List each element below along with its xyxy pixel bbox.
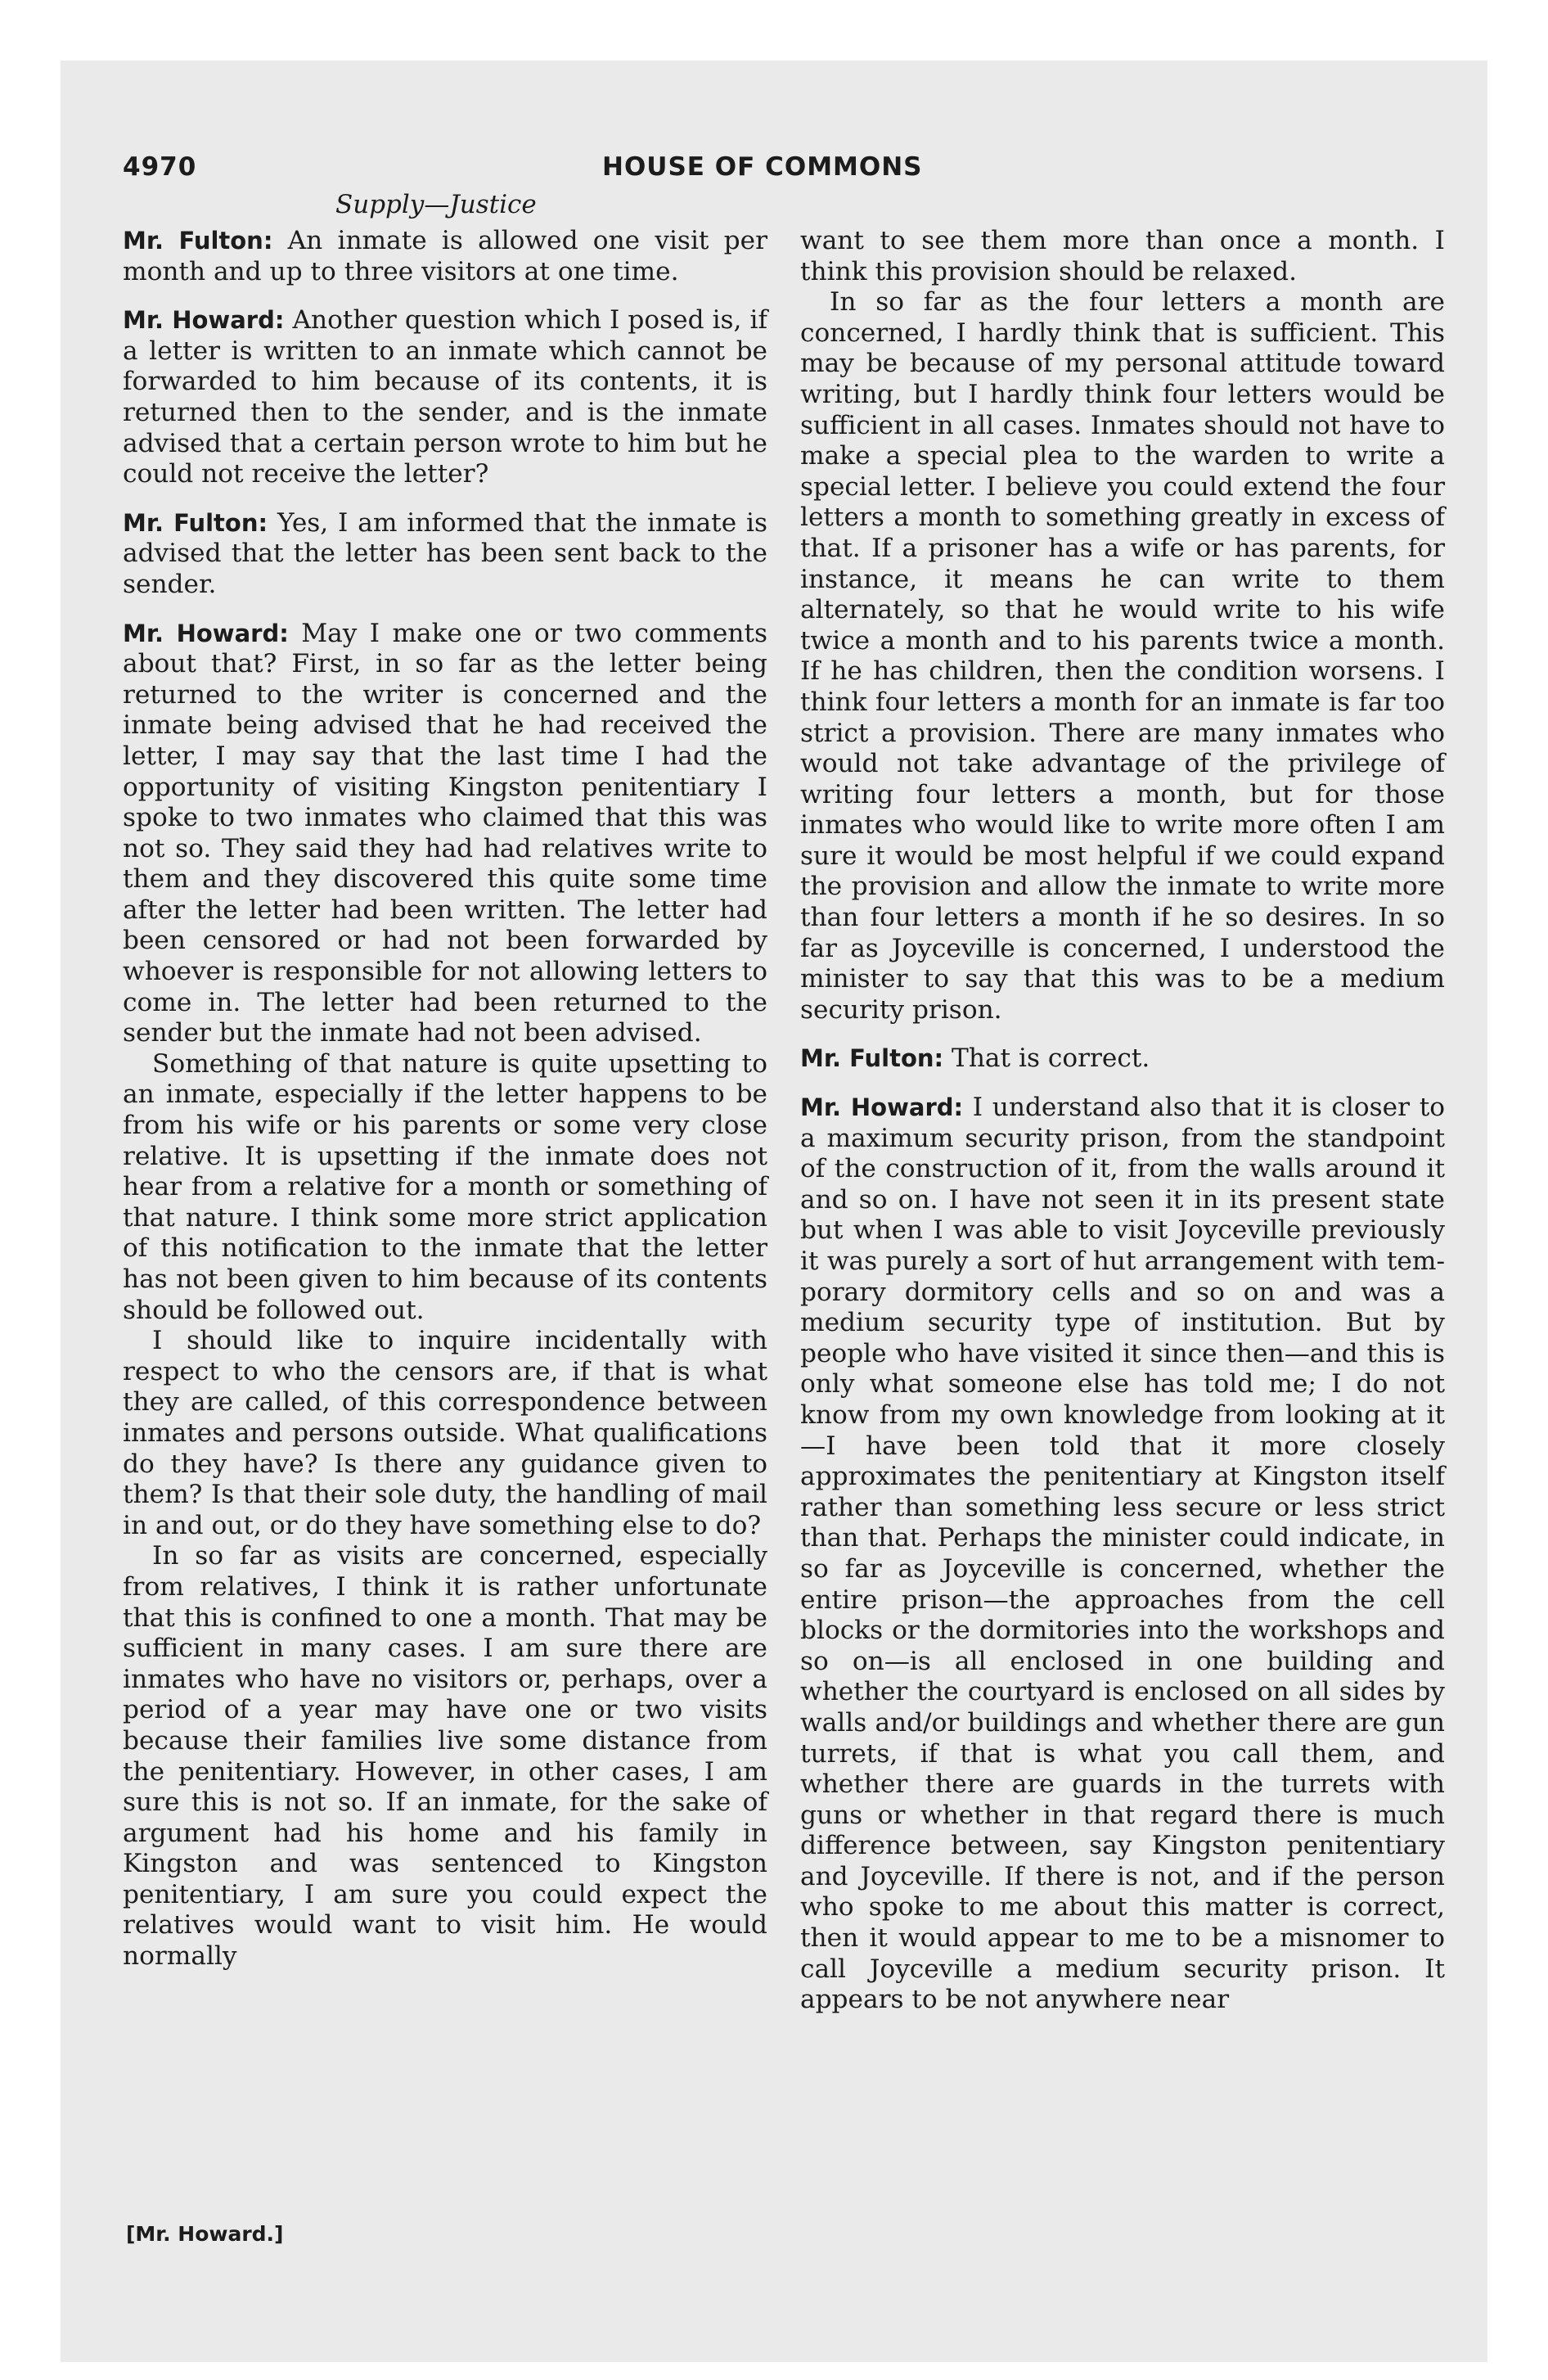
paragraph-text: I should like to inquire incidentally with respect to who the censors are, if that is what they are called, of this correspondence between inmates and persons outside. What qualifications do they have? Is there any guidance given to them? Is that their sole duty, the handling of mail in and out, or do they have something else to do? (123, 1326, 767, 1540)
paragraph (123, 619, 767, 1049)
paragraph (123, 305, 767, 490)
paragraph (123, 226, 767, 287)
paragraph (123, 1049, 767, 1326)
paragraph (800, 226, 1445, 287)
paragraph-text: Something of that nature is quite upsetting to an inmate, especially if the letter happens to be from his wife or his parents or some very close relative. It is upsetting if the inmate does not hear from a relative for a month or something of that nature. I think some more strict application of this notification to the inmate that the letter has not been given to him because of its contents should be followed out. (123, 1048, 767, 1325)
paragraph-text: May I make one or two comments about that? First, in so far as the letter being returned to the writer is concerned and the inmate being advised that he had received the letter, I may say that the last time I had the opportunity of visiting Kingston penitentiary I spoke to two inmates who claimed that this was not so. They said they had had relatives write to them and they discovered this quite some time after the letter had been written. The letter had been censored or had not been forwarded by whoever is responsible for not allowing letters to come in. The letter had been returned to the sender but the inmate had not been advised. (123, 618, 767, 1048)
paragraph-text: In so far as visits are concerned, especially from relatives, I think it is rather unfortunate that this is confined to one a month. That may be sufficient in many cases. I am sure there are inmates who have no visitors or, perhaps, over a period of a year may have one or two visits because their families live some distance from the penitentiary. However, in other cases, I am sure this is not so. If an inmate, for the sake of argument had his home and his family in Kingston and was sentenced to Kingston penitentiary, I am sure you could expect the relatives would want to visit him. He would normally (123, 1541, 767, 1972)
paragraph (123, 508, 767, 601)
paragraph (800, 287, 1445, 1025)
speaker-name: Mr. Howard: (123, 306, 285, 335)
paragraph-text: In so far as the four letters a month are concerned, I hardly think that is sufficient. This may be because of my personal attitude toward writing, but I hardly think four letters would be sufficient in all cases. Inmates should not have to make a special plea to the warden to write a special letter. I believe you could extend the four letters a month to something greatly in excess of that. If a prisoner has a wife or has parents, for instance, it means he can write to them alternately, so that he would write to his wife twice a month and to his parents twice a month. If he has children, then the condition worsens. I think four letters a month for an inmate is far too strict a provision. There are many inmates who would not take advantage of the privilege of writing four letters a month, but for those inmates who would like to write more often I am sure it would be most helpful if we could expand the provision and allow the inmate to write more than four letters a month if he so desires. In so far as Joyceville is concerned, I understood the minister to say that this was to be a medium security prison. (800, 287, 1445, 1025)
speaker-name: Mr. Fulton: (123, 227, 273, 255)
paragraph (800, 1093, 1445, 2016)
paragraph (123, 1541, 767, 1972)
paragraph (123, 1326, 767, 1541)
speaker-name: Mr. Howard: (800, 1093, 964, 1122)
paragraph-text: That is correct. (943, 1044, 1150, 1074)
paragraph-text: I understand also that it is closer to a maximum security prison, from the standpoint of the construction of it, from the walls around it and so on. I have not seen it in its present state but when I was able to visit Joyceville previously it was purely a sort of hut arrangement with temporary dormitory cells and so on and was a medium security type of institution. But by people who have visited it since then—and this is only what someone else has told me; I do not know from my own knowledge from looking at it—I have been told that it more closely approximates the penitentiary at Kingston itself rather than something less secure or less strict than that. Perhaps the minister could indicate, in so far as Joyceville is concerned, whether the entire prison—the approaches from the cell blocks or the dormitories into the workshops and so on—is all enclosed in one building and whether the courtyard is enclosed on all sides by walls and/or buildings and whether there are gun turrets, if that is what you call them, and whether there are guards in the turrets with guns or whether in that regard there is much difference between, say Kingston penitentiary and Joyceville. If there is not, and if the person who spoke to me about this matter is correct, then it would appear to me to be a misnomer to call Joyceville a medium security prison. It appears to be not anywhere near (800, 1093, 1445, 2015)
right-column (800, 226, 1445, 2016)
speaker-attribution: [Mr. Howard.] (126, 2222, 284, 2246)
speaker-name: Mr. Fulton: (800, 1044, 944, 1073)
speaker-name: Mr. Fulton: (123, 508, 268, 537)
paragraph-text: An inmate is allowed one visit per month and up to three visitors at one time. (123, 226, 768, 286)
page-number: 4970 (123, 152, 197, 182)
paragraph (800, 1044, 1445, 1075)
speaker-name: Mr. Howard: (123, 619, 289, 647)
left-column (123, 226, 767, 1972)
paragraph-text: Yes, I am informed that the inmate is advised that the letter has been sent back to the sender. (123, 507, 767, 599)
paragraph-text: Another question which I posed is, if a letter is written to an inmate which cannot be forwarded to him because of its contents, it is returned then to the sender, and is the inmate advised that a certain person wrote to him but he could not receive the letter? (123, 305, 767, 489)
section-subject: Supply—Justice (335, 190, 537, 219)
running-title: HOUSE OF COMMONS (602, 152, 923, 182)
paragraph-text: want to see them more than once a month. I think this provision should be relaxed. (800, 226, 1445, 286)
